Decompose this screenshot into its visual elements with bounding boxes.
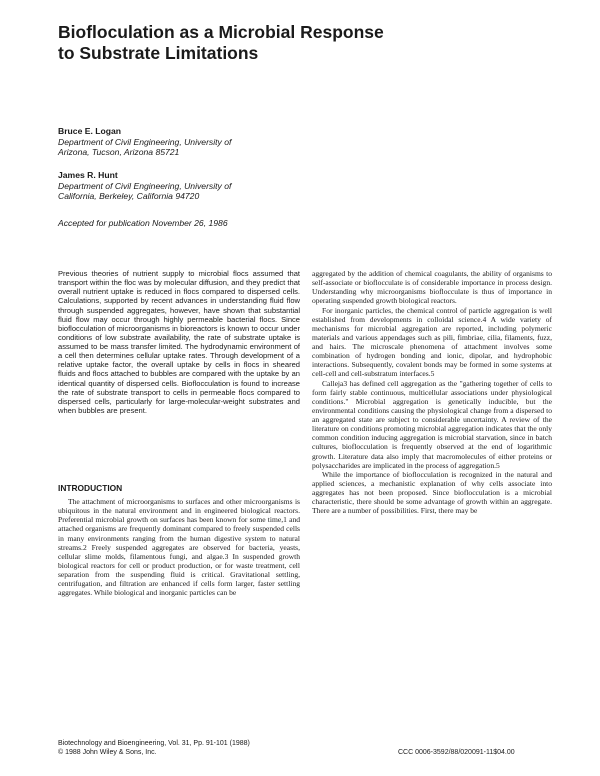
ccc-code: CCC 0006-3592/88/020091-11$04.00 <box>398 749 515 756</box>
section-heading-introduction: INTRODUCTION <box>58 483 123 493</box>
body-paragraph: aggregated by the addition of chemical coagulants, the ability of organisms to self-associate or bioflocculate is of considerable importance in process design. Understanding why microorganisms bioflocculate is thus of importance in operating suspended growth biological reactors. <box>312 269 552 306</box>
body-paragraph: For inorganic particles, the chemical control of particle aggregation is well established from developments in colloidal science.4 A wide variety of mechanisms for microbial aggregation are reported, including polymeric materials and various appendages such as pili, fimbriae, cilia, filaments, fuzz, and hairs. The microscale phenomena of attachment involves some combination of hydrogen bonding and ionic, dipolar, and hydrophobic interactions. Subsequently, covalent bonds may be formed in some systems at cell-cell and cell-substratum interfaces.5 <box>312 305 552 379</box>
acceptance-date: Accepted for publication November 26, 1986 <box>58 218 228 228</box>
author-name: Bruce E. Logan <box>58 126 122 136</box>
author-affiliation: Department of Civil Engineering, University of <box>58 136 232 147</box>
title-line-2: to Substrate Limitations <box>58 43 259 63</box>
body-paragraph: The attachment of microorganisms to surfaces and other microorganisms is ubiquitous in the natural environment and in engineered biological reactors. Preferential microbial growth on surfaces has been known for some time,1 and attached organisms are frequently dominant compared to freely suspended cells in many environments ranging from the human digestive system to natural streams.2 Freely suspended aggregates are observed for bacteria, yeasts, cellular slime molds, filamentous fungi, and algae.3 In suspended growth biological reactors for cell or product production, or for waste treatment, cell separation from the suspending fluid is critical. Gravitational settling, centrifugation, and filtration are enhanced if cells form larger, faster settling aggregates. While biological and inorganic particles can be <box>58 497 300 598</box>
body-paragraph: While the importance of bioflocculation is recognized in the natural and applied sciences, a mechanistic explanation of why cells associate into aggregates has not been proposed. Since bioflocculation is a microbial characteristic, there should be some advantage of growth within an aggregate. There are a number of possibilities. First, there may be <box>312 469 552 516</box>
body-paragraph: Calleja3 has defined cell aggregation as the "gathering together of cells to form fairly stable continuous, multicellular associations under physiological conditions." Microbial aggregation is genetically inducible, but the environmental conditions causing the physiological change from a dispersed to an aggregated state are subject to considerable uncertainty. A review of the literature on conditions promoting microbial aggregation indicates that the only common condition inducing aggregation is microbial starvation, since in batch cultures, bioflocculation is frequently observed at the end of logarithmic growth. Literature data also imply that macromolecules of either proteins or polysaccharides are implicated in the process of aggregation.5 <box>312 378 552 470</box>
author-block-2 <box>58 170 231 202</box>
author-block-1 <box>58 126 231 158</box>
author-affiliation: California, Berkeley, California 94720 <box>58 191 200 202</box>
journal-footer <box>58 740 250 757</box>
author-affiliation: Arizona, Tucson, Arizona 85721 <box>58 147 180 158</box>
abstract: Previous theories of nutrient supply to microbial flocs assumed that transport within the floc was by molecular diffusion, and they predict that overall nutrient uptake is reduced in flocs compared to dispersed cells. Calculations, supported by recent advances in understanding fluid flow through suspended aggregates, however, have shown that substantial fluid flow may occur through highly permeable bacterial flocs. Since bioflocculation of microorganisms in bioreactors is known to occur under conditions of low substrate availability, the rate of substrate uptake is assumed to be mass transfer limited. The hydrodynamic environment of a cell then determines cellular uptake rates. Through development of a relative uptake factor, the overall uptake by cells in flocs in sheared fluids and flocs attached to bubbles are compared with the uptake by an identical quantity of dispersed cells. Bioflocculation is found to increase the rate of substrate transport to cells in permeable flocs compared to dispersed cells, particularly for large-molecular-weight substrates and when bubbles are present. <box>58 269 300 415</box>
author-affiliation: Department of Civil Engineering, University of <box>58 180 232 191</box>
title-line-1: Biofloculation as a Microbial Response <box>58 22 384 42</box>
copyright-notice: © 1988 John Wiley & Sons, Inc. <box>58 748 157 756</box>
right-column <box>312 269 552 515</box>
author-name: James R. Hunt <box>58 170 118 180</box>
paper-title <box>58 22 538 64</box>
journal-citation: Biotechnology and Bioengineering, Vol. 31, Pp. 91-101 (1988) <box>58 740 250 747</box>
